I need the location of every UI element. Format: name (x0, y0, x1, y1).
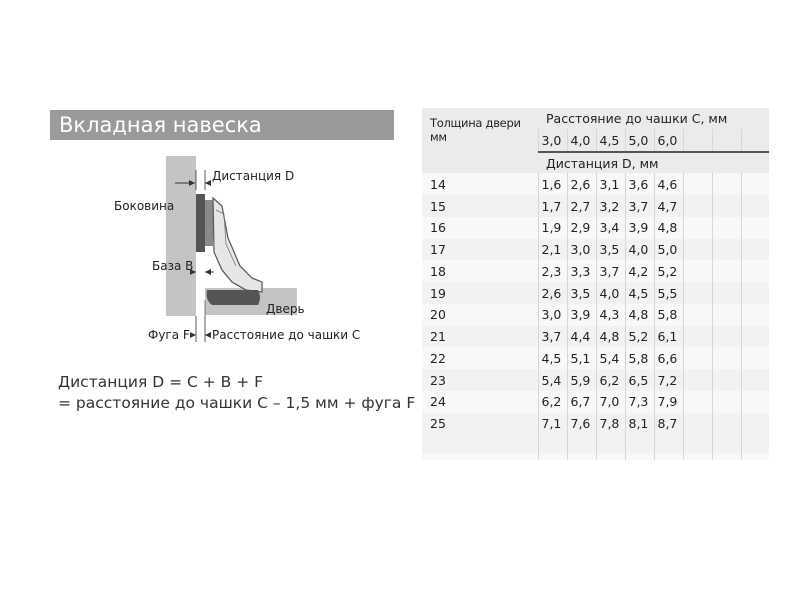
distance-d-cell: 2,1 (538, 239, 567, 261)
door-thickness-cell: 16 (422, 217, 538, 239)
door-thickness-cell: 14 (422, 173, 538, 195)
table-row (422, 239, 769, 261)
distance-d-cell: 5,4 (538, 369, 567, 391)
distance-d-cell: 5,8 (625, 347, 654, 369)
distance-d-cell: 7,1 (538, 413, 567, 435)
distance-d-cell: 5,9 (567, 369, 596, 391)
distance-d-cell: 3,2 (596, 195, 625, 217)
header-door-thickness: Толщина двери мм (422, 108, 538, 152)
table-row (422, 217, 769, 239)
distance-d-cell: 4,0 (596, 282, 625, 304)
distance-d-cell: 7,0 (596, 391, 625, 413)
distance-d-cell: 4,4 (567, 326, 596, 348)
door-thickness-cell: 21 (422, 326, 538, 348)
door-thickness-cell: 25 (422, 413, 538, 435)
distance-d-cell: 3,7 (596, 260, 625, 282)
door-thickness-cell: 15 (422, 195, 538, 217)
distance-table (422, 108, 769, 460)
distance-d-cell: 7,6 (567, 413, 596, 435)
distance-d-cell: 1,6 (538, 173, 567, 195)
formula-line-1: Дистанция D = C + B + F (58, 373, 264, 391)
table-row (422, 304, 769, 326)
distance-d-cell: 5,4 (596, 347, 625, 369)
label-base-b: База B (152, 259, 194, 273)
distance-d-cell: 1,7 (538, 195, 567, 217)
distance-d-cell: 7,8 (596, 413, 625, 435)
distance-d-cell: 4,8 (596, 326, 625, 348)
distance-d-cell: 6,2 (538, 391, 567, 413)
distance-d-cell: 3,0 (538, 304, 567, 326)
door-thickness-cell: 18 (422, 260, 538, 282)
distance-d-cell: 8,7 (654, 413, 683, 435)
distance-d-cell: 3,4 (596, 217, 625, 239)
page-title: Вкладная навеска (50, 110, 394, 140)
distance-d-cell: 2,6 (567, 173, 596, 195)
distance-d-cell: 6,2 (596, 369, 625, 391)
label-door: Дверь (266, 302, 305, 316)
header-c-value: 4,0 (567, 129, 596, 151)
distance-d-cell: 3,3 (567, 260, 596, 282)
formula (58, 372, 416, 414)
distance-d-cell: 3,7 (625, 195, 654, 217)
distance-d-cell: 2,7 (567, 195, 596, 217)
distance-d-cell: 2,6 (538, 282, 567, 304)
label-joint-f: Фуга F (148, 328, 190, 342)
distance-d-cell: 1,9 (538, 217, 567, 239)
distance-d-cell: 6,5 (625, 369, 654, 391)
side-panel (166, 156, 196, 316)
distance-d-cell: 3,9 (625, 217, 654, 239)
distance-d-cell: 3,0 (567, 239, 596, 261)
header-c-value: 5,0 (625, 129, 654, 151)
header-c-value: 6,0 (654, 129, 683, 151)
distance-d-cell: 3,5 (567, 282, 596, 304)
distance-d-cell: 7,9 (654, 391, 683, 413)
table-row (422, 195, 769, 217)
distance-d-cell: 6,7 (567, 391, 596, 413)
distance-d-cell: 7,2 (654, 369, 683, 391)
header-distance-d: Дистанция D, мм (538, 152, 769, 173)
distance-d-cell: 3,6 (625, 173, 654, 195)
distance-d-cell: 5,0 (654, 239, 683, 261)
distance-d-cell: 4,5 (538, 347, 567, 369)
door-thickness-cell: 19 (422, 282, 538, 304)
distance-d-cell: 5,2 (625, 326, 654, 348)
distance-d-cell: 4,3 (596, 304, 625, 326)
door-thickness-cell: 17 (422, 239, 538, 261)
header-c-value: 3,0 (538, 129, 567, 151)
table-row (422, 347, 769, 369)
table-row (422, 413, 769, 435)
distance-d-cell: 3,5 (596, 239, 625, 261)
distance-d-cell: 5,8 (654, 304, 683, 326)
header-c-value: 4,5 (596, 129, 625, 151)
distance-d-cell: 5,2 (654, 260, 683, 282)
formula-line-2: = расстояние до чашки C – 1,5 мм + фуга F (58, 394, 416, 412)
mounting-plate (196, 194, 205, 252)
table-row (422, 369, 769, 391)
distance-d-cell: 4,8 (654, 217, 683, 239)
distance-d-cell: 6,1 (654, 326, 683, 348)
distance-d-cell: 3,1 (596, 173, 625, 195)
table-row (422, 260, 769, 282)
distance-d-cell: 4,8 (625, 304, 654, 326)
distance-d-cell: 4,5 (625, 282, 654, 304)
label-cup-distance-c: Расстояние до чашки C (212, 328, 361, 342)
header-cup-distance: Расстояние до чашки C, мм (538, 108, 769, 129)
distance-d-cell: 2,9 (567, 217, 596, 239)
table-row (422, 326, 769, 348)
distance-d-cell: 4,7 (654, 195, 683, 217)
label-distance-d: Дистанция D (212, 169, 295, 183)
distance-d-cell: 4,6 (654, 173, 683, 195)
door-thickness-cell: 24 (422, 391, 538, 413)
distance-d-cell: 3,7 (538, 326, 567, 348)
distance-d-cell: 2,3 (538, 260, 567, 282)
distance-d-cell: 6,6 (654, 347, 683, 369)
distance-d-cell: 4,0 (625, 239, 654, 261)
distance-d-cell: 5,1 (567, 347, 596, 369)
door-thickness-cell: 23 (422, 369, 538, 391)
table-row (422, 282, 769, 304)
distance-d-cell: 8,1 (625, 413, 654, 435)
label-side: Боковина (114, 199, 175, 213)
door-thickness-cell: 22 (422, 347, 538, 369)
hinge-diagram (0, 0, 420, 360)
table-row (422, 173, 769, 195)
distance-d-cell: 4,2 (625, 260, 654, 282)
hinge-cup (207, 290, 260, 305)
distance-d-cell: 3,9 (567, 304, 596, 326)
table-row (422, 391, 769, 413)
door-thickness-cell: 20 (422, 304, 538, 326)
distance-d-cell: 7,3 (625, 391, 654, 413)
distance-d-cell: 5,5 (654, 282, 683, 304)
